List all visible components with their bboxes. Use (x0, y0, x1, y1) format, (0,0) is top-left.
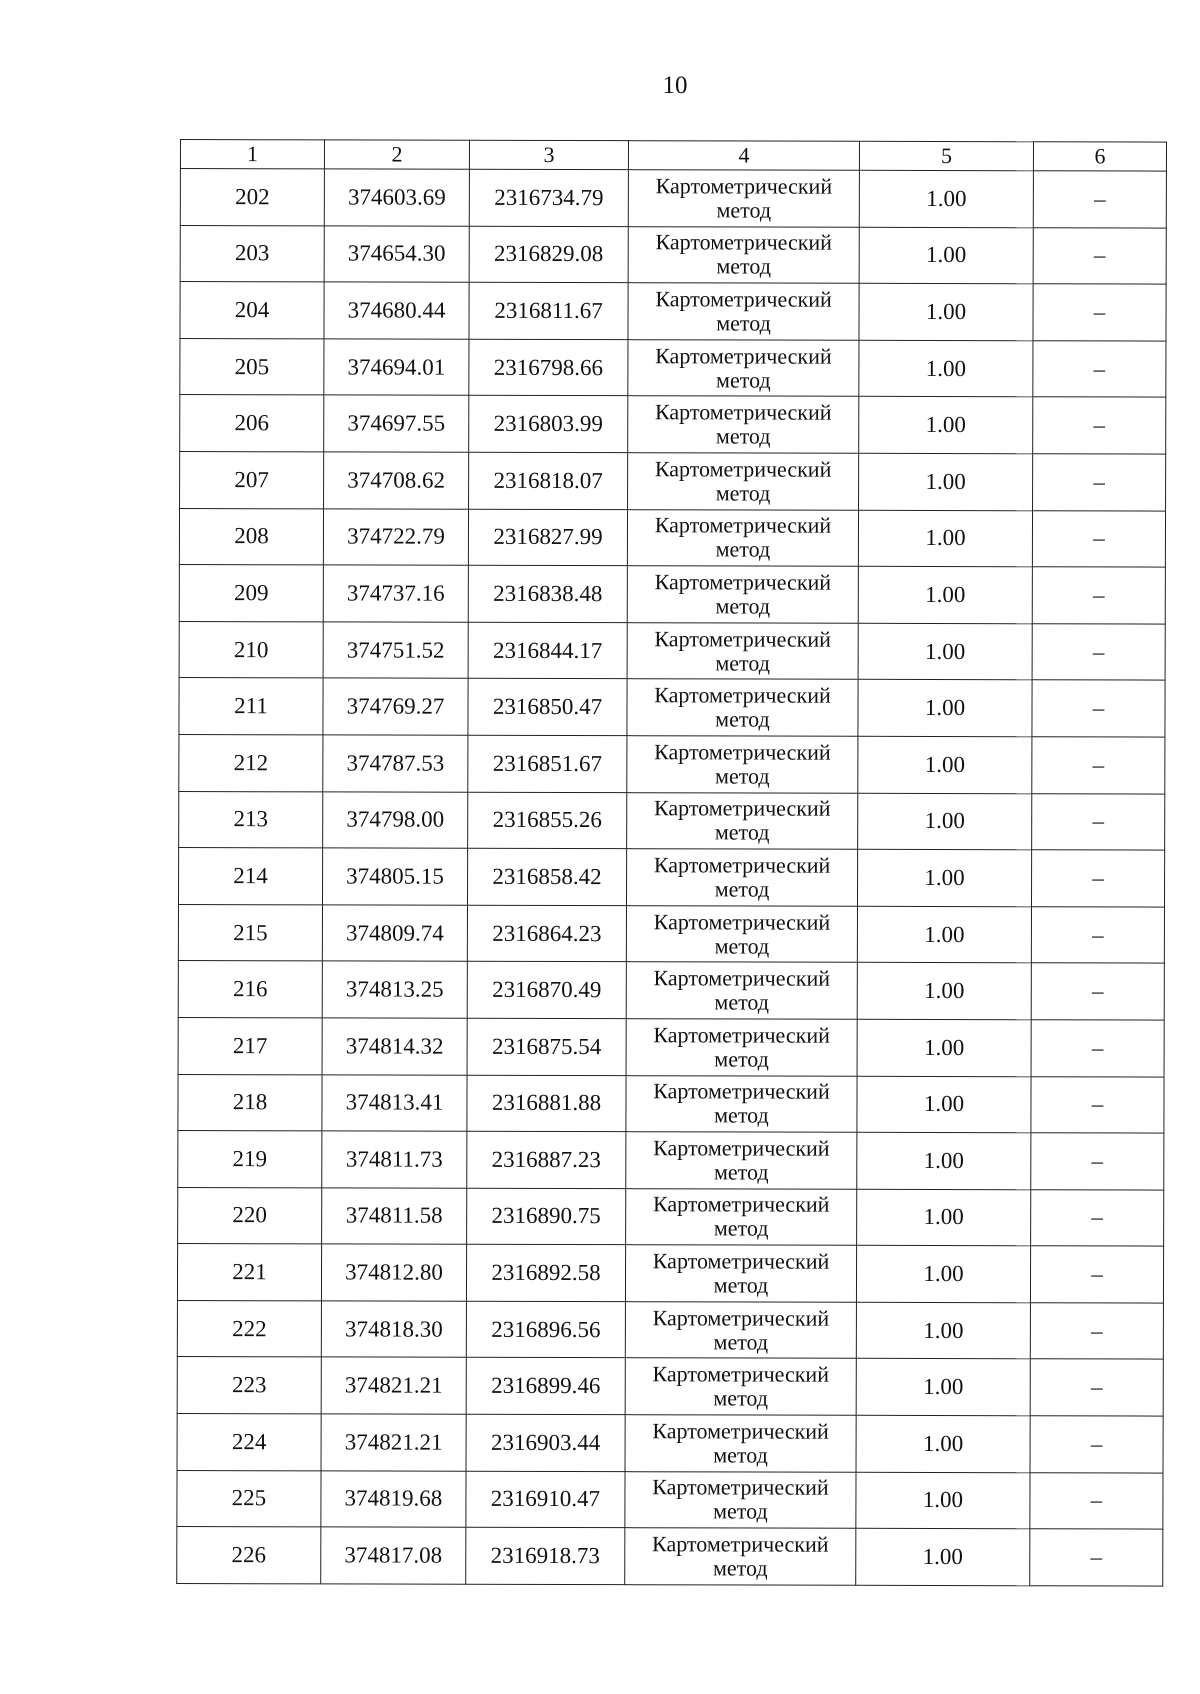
y-coordinate-cell: 2316798.66 (469, 339, 628, 396)
note-cell: – (1030, 1529, 1163, 1586)
point-number-cell: 221 (177, 1244, 321, 1301)
method-line-2: метод (716, 197, 772, 223)
header-row (180, 140, 1166, 172)
table-row (178, 1187, 1164, 1246)
note-cell: – (1033, 341, 1166, 398)
note-cell: – (1030, 1246, 1163, 1303)
point-number-cell: 210 (179, 621, 323, 678)
accuracy-cell: 1.00 (856, 1415, 1030, 1472)
table-row (180, 225, 1166, 284)
note-cell: – (1033, 284, 1166, 341)
accuracy-cell: 1.00 (857, 1076, 1031, 1133)
header-col-4: 4 (628, 141, 859, 171)
method-line-1: Картометрический (654, 456, 832, 482)
method-line-1: Картометрический (652, 1304, 830, 1331)
accuracy-cell: 1.00 (858, 510, 1032, 567)
point-number-cell: 212 (179, 734, 323, 791)
y-coordinate-cell: 2316887.23 (467, 1131, 626, 1188)
accuracy-cell: 1.00 (858, 623, 1032, 680)
x-coordinate-cell: 374751.52 (323, 622, 468, 679)
note-cell: – (1030, 1472, 1163, 1529)
note-cell: – (1031, 1133, 1164, 1190)
accuracy-cell: 1.00 (856, 1472, 1030, 1529)
note-cell: – (1032, 510, 1165, 567)
table-row (177, 1357, 1163, 1416)
accuracy-cell: 1.00 (857, 1019, 1031, 1076)
method-line-2: метод (713, 1329, 769, 1355)
method-cell (626, 1019, 857, 1076)
point-number-cell: 223 (177, 1357, 321, 1414)
x-coordinate-cell: 374811.73 (322, 1131, 467, 1188)
x-coordinate-cell: 374654.30 (324, 225, 469, 282)
note-cell: – (1031, 1189, 1164, 1246)
x-coordinate-cell: 374813.25 (322, 961, 467, 1018)
accuracy-cell: 1.00 (856, 1302, 1030, 1359)
method-cell (625, 1358, 856, 1415)
method-cell (626, 1075, 857, 1132)
y-coordinate-cell: 2316910.47 (466, 1471, 625, 1528)
x-coordinate-cell: 374811.58 (322, 1188, 467, 1245)
point-number-cell: 208 (179, 508, 323, 565)
accuracy-cell: 1.00 (858, 793, 1032, 850)
method-line-1: Картометрический (655, 286, 832, 312)
point-number-cell: 205 (180, 338, 324, 395)
table-row (177, 1300, 1163, 1359)
header-col-2: 2 (324, 140, 469, 169)
y-coordinate-cell: 2316899.46 (466, 1358, 625, 1415)
method-cell (626, 1132, 857, 1189)
point-number-cell: 209 (179, 565, 323, 622)
y-coordinate-cell: 2316734.79 (469, 169, 628, 226)
y-coordinate-cell: 2316870.49 (467, 962, 626, 1019)
method-line-2: метод (715, 763, 770, 789)
method-cell (627, 792, 858, 849)
note-cell: – (1032, 623, 1165, 680)
point-number-cell: 226 (177, 1527, 321, 1584)
method-cell (627, 622, 858, 679)
header-col-5: 5 (859, 141, 1033, 170)
table-row (177, 1527, 1163, 1586)
table-row (180, 169, 1166, 228)
accuracy-cell: 1.00 (857, 963, 1031, 1020)
table-row (180, 451, 1166, 510)
method-line-1: Картометрический (653, 1135, 830, 1161)
point-number-cell: 219 (178, 1131, 322, 1188)
table-row (178, 1017, 1164, 1076)
y-coordinate-cell: 2316844.17 (468, 622, 627, 679)
table-row (178, 848, 1164, 907)
method-line-2: метод (715, 423, 771, 449)
header-col-6: 6 (1033, 142, 1166, 171)
note-cell: – (1030, 1359, 1163, 1416)
point-number-cell: 216 (178, 961, 322, 1018)
y-coordinate-cell: 2316881.88 (467, 1075, 626, 1132)
point-number-cell: 203 (180, 225, 324, 282)
x-coordinate-cell: 374812.80 (321, 1244, 466, 1301)
method-line-1: Картометрический (654, 569, 832, 595)
y-coordinate-cell: 2316827.99 (468, 509, 627, 566)
y-coordinate-cell: 2316892.58 (466, 1245, 625, 1302)
point-number-cell: 215 (178, 904, 322, 961)
method-cell (628, 339, 859, 396)
x-coordinate-cell: 374805.15 (322, 848, 467, 905)
header-col-1: 1 (180, 140, 324, 169)
accuracy-cell: 1.00 (859, 453, 1033, 510)
y-coordinate-cell: 2316918.73 (466, 1528, 625, 1585)
y-coordinate-cell: 2316858.42 (467, 848, 626, 905)
table-row (177, 1244, 1163, 1303)
note-cell: – (1031, 963, 1164, 1020)
method-line-2: метод (714, 989, 770, 1015)
note-cell: – (1032, 793, 1165, 850)
x-coordinate-cell: 374818.30 (321, 1301, 466, 1358)
method-line-1: Картометрический (653, 795, 831, 822)
table-header (180, 140, 1166, 172)
method-line-1: Картометрический (654, 738, 831, 765)
y-coordinate-cell: 2316829.08 (469, 226, 628, 283)
table-row (178, 961, 1164, 1020)
method-line-2: метод (715, 480, 771, 506)
method-line-2: метод (715, 593, 771, 619)
point-number-cell: 211 (179, 678, 323, 735)
method-line-1: Картометрический (655, 399, 832, 425)
accuracy-cell: 1.00 (857, 1132, 1031, 1189)
method-cell (625, 1528, 856, 1585)
table-row (180, 282, 1166, 341)
x-coordinate-cell: 374809.74 (322, 905, 467, 962)
method-line-2: метод (714, 932, 770, 959)
table-row (178, 1074, 1164, 1133)
table-row (179, 508, 1165, 567)
note-cell: – (1031, 906, 1164, 963)
method-line-2: метод (715, 536, 771, 562)
y-coordinate-cell: 2316811.67 (469, 282, 628, 339)
y-coordinate-cell: 2316903.44 (466, 1414, 625, 1471)
point-number-cell: 222 (177, 1300, 321, 1357)
method-line-2: метод (714, 819, 770, 845)
y-coordinate-cell: 2316850.47 (468, 679, 627, 736)
point-number-cell: 206 (180, 395, 324, 452)
accuracy-cell: 1.00 (859, 340, 1033, 397)
x-coordinate-cell: 374737.16 (323, 565, 468, 622)
note-cell: – (1032, 737, 1165, 794)
method-line-2: метод (716, 366, 771, 393)
method-cell (625, 1245, 856, 1302)
table-row (180, 395, 1166, 454)
method-line-2: метод (715, 706, 770, 732)
x-coordinate-cell: 374813.41 (322, 1074, 467, 1131)
x-coordinate-cell: 374821.21 (321, 1414, 466, 1471)
method-line-1: Картометрический (655, 173, 833, 199)
method-cell (626, 849, 857, 906)
method-cell (628, 283, 859, 340)
method-cell (628, 453, 859, 510)
method-line-2: метод (712, 1555, 768, 1581)
method-line-2: метод (714, 1046, 769, 1072)
method-line-2: метод (716, 310, 771, 336)
point-number-cell: 218 (178, 1074, 322, 1131)
y-coordinate-cell: 2316875.54 (467, 1018, 626, 1075)
point-number-cell: 207 (180, 451, 324, 508)
header-col-3: 3 (469, 140, 628, 169)
accuracy-cell: 1.00 (859, 227, 1033, 284)
x-coordinate-cell: 374697.55 (324, 395, 469, 452)
method-cell (625, 1471, 856, 1528)
point-number-cell: 217 (178, 1017, 322, 1074)
x-coordinate-cell: 374798.00 (323, 791, 468, 848)
x-coordinate-cell: 374814.32 (322, 1018, 467, 1075)
note-cell: – (1032, 680, 1165, 737)
method-line-2: метод (714, 1102, 769, 1128)
method-cell (628, 170, 859, 227)
accuracy-cell: 1.00 (856, 1246, 1030, 1303)
y-coordinate-cell: 2316838.48 (468, 565, 627, 622)
note-cell: – (1033, 171, 1166, 228)
x-coordinate-cell: 374769.27 (323, 678, 468, 735)
accuracy-cell: 1.00 (857, 849, 1031, 906)
coordinates-table (176, 139, 1167, 1586)
point-number-cell: 204 (180, 282, 324, 339)
table-row (179, 621, 1165, 680)
method-line-1: Картометрический (653, 852, 831, 878)
x-coordinate-cell: 374787.53 (323, 735, 468, 792)
y-coordinate-cell: 2316803.99 (469, 396, 628, 453)
table-row (177, 1414, 1163, 1473)
y-coordinate-cell: 2316855.26 (468, 792, 627, 849)
method-line-1: Картометрический (655, 229, 832, 256)
table-row (180, 338, 1166, 397)
method-cell (625, 1302, 856, 1359)
x-coordinate-cell: 374817.08 (321, 1527, 466, 1584)
note-cell: – (1031, 1020, 1164, 1077)
y-coordinate-cell: 2316890.75 (467, 1188, 626, 1245)
table-row (179, 734, 1165, 793)
accuracy-cell: 1.00 (856, 1359, 1030, 1416)
method-line-1: Картометрический (652, 1361, 830, 1387)
accuracy-cell: 1.00 (859, 170, 1033, 227)
method-line-1: Картометрический (653, 1078, 830, 1105)
point-number-cell: 213 (179, 791, 323, 848)
accuracy-cell: 1.00 (859, 283, 1033, 340)
method-line-1: Картометрический (652, 1191, 830, 1218)
y-coordinate-cell: 2316818.07 (469, 452, 628, 509)
table-row (179, 678, 1165, 737)
table-row (178, 1131, 1164, 1190)
note-cell: – (1032, 567, 1165, 624)
table-row (177, 1470, 1163, 1529)
x-coordinate-cell: 374722.79 (323, 508, 468, 565)
method-cell (626, 962, 857, 1019)
note-cell: – (1031, 850, 1164, 907)
method-cell (627, 679, 858, 736)
method-line-1: Картометрический (653, 1021, 830, 1048)
note-cell: – (1033, 227, 1166, 284)
accuracy-cell: 1.00 (857, 906, 1031, 963)
note-cell: – (1033, 397, 1166, 454)
method-line-1: Картометрический (652, 1474, 829, 1501)
method-line-2: метод (715, 649, 770, 676)
method-cell (628, 226, 859, 283)
method-cell (628, 396, 859, 453)
method-cell (627, 509, 858, 566)
note-cell: – (1030, 1416, 1163, 1473)
method-line-2: метод (713, 1385, 769, 1411)
method-cell (625, 1415, 856, 1472)
method-line-1: Картометрический (652, 1531, 829, 1557)
method-cell (626, 905, 857, 962)
accuracy-cell: 1.00 (857, 1189, 1031, 1246)
x-coordinate-cell: 374708.62 (324, 452, 469, 509)
method-cell (627, 566, 858, 623)
x-coordinate-cell: 374694.01 (324, 339, 469, 396)
x-coordinate-cell: 374821.21 (321, 1357, 466, 1414)
point-number-cell: 220 (178, 1187, 322, 1244)
method-line-2: метод (713, 1272, 769, 1298)
accuracy-cell: 1.00 (858, 736, 1032, 793)
method-line-1: Картометрический (652, 1248, 830, 1274)
method-line-1: Картометрический (655, 342, 832, 369)
note-cell: – (1033, 454, 1166, 511)
method-cell (627, 736, 858, 793)
table-row (179, 791, 1165, 850)
method-line-2: метод (714, 876, 770, 902)
method-line-2: метод (713, 1215, 769, 1242)
method-line-1: Картометрический (654, 625, 831, 652)
point-number-cell: 202 (180, 169, 324, 226)
x-coordinate-cell: 374603.69 (324, 169, 469, 226)
table-row (179, 565, 1165, 624)
method-line-2: метод (713, 1498, 768, 1524)
y-coordinate-cell: 2316851.67 (468, 735, 627, 792)
method-line-1: Картометрический (652, 1418, 829, 1444)
page-number: 10 (662, 72, 688, 99)
method-line-1: Картометрический (653, 908, 831, 935)
accuracy-cell: 1.00 (856, 1529, 1030, 1586)
accuracy-cell: 1.00 (858, 680, 1032, 737)
accuracy-cell: 1.00 (858, 566, 1032, 623)
point-number-cell: 214 (178, 848, 322, 905)
method-line-2: метод (713, 1442, 768, 1468)
y-coordinate-cell: 2316896.56 (466, 1301, 625, 1358)
method-cell (626, 1188, 857, 1245)
method-line-2: метод (716, 253, 771, 279)
table-row (178, 904, 1164, 963)
x-coordinate-cell: 374680.44 (324, 282, 469, 339)
method-line-1: Картометрический (654, 512, 832, 539)
note-cell: – (1030, 1303, 1163, 1360)
point-number-cell: 225 (177, 1470, 321, 1527)
table-body (177, 169, 1167, 1586)
method-line-1: Картометрический (654, 682, 831, 708)
x-coordinate-cell: 374819.68 (321, 1471, 466, 1528)
y-coordinate-cell: 2316864.23 (467, 905, 626, 962)
accuracy-cell: 1.00 (859, 397, 1033, 454)
note-cell: – (1031, 1076, 1164, 1133)
method-line-2: метод (713, 1159, 769, 1185)
method-line-1: Картометрический (653, 965, 831, 991)
point-number-cell: 224 (177, 1414, 321, 1471)
